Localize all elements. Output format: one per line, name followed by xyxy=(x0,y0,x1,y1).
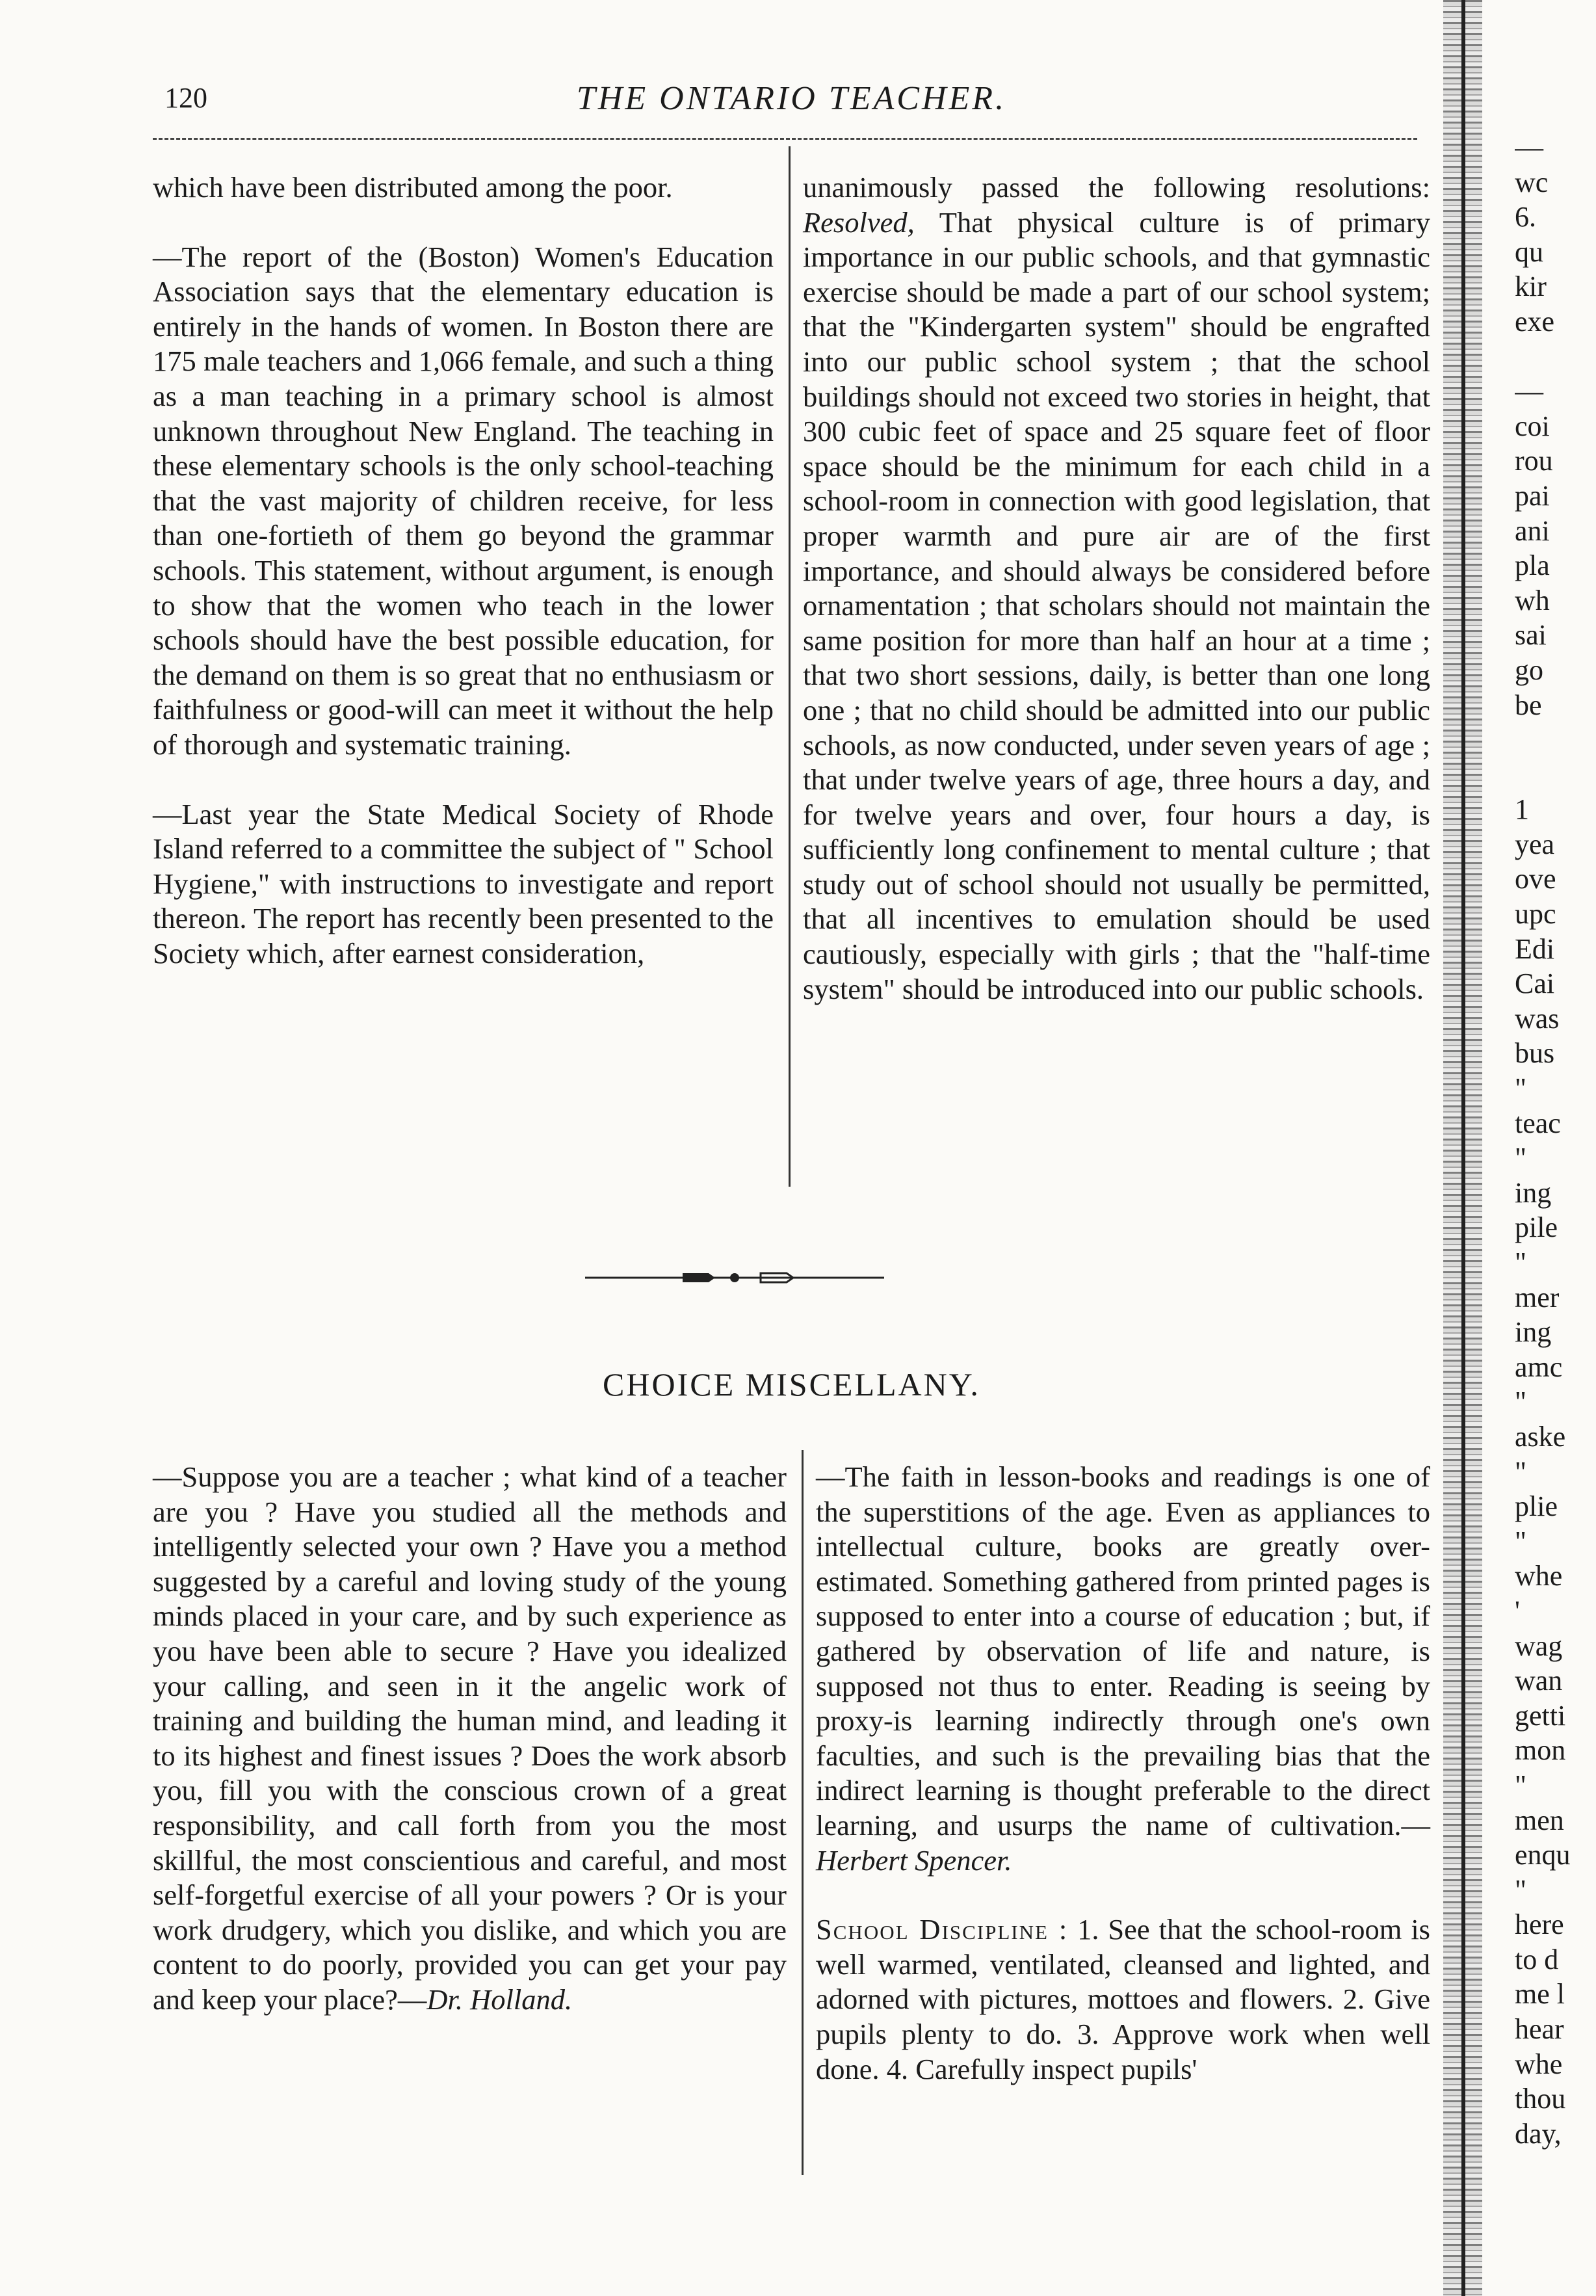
next-page-line: mon xyxy=(1515,1734,1566,1767)
resolved-word: Resolved, xyxy=(803,205,915,239)
paragraph-resolutions xyxy=(803,170,1430,1007)
next-page-line: wan xyxy=(1515,1665,1563,1697)
next-page-line: plie xyxy=(1515,1490,1558,1523)
header-rule xyxy=(153,138,1417,140)
school-discipline-heading: School Discipline : xyxy=(816,1913,1069,1946)
school-discipline-text: 1. See that the school-room is well warmed, ventilated, cleansed and lighted, and adorned with pictures, mottoes and flowers. 2. Give pupils plenty to do. 3. Approve work when well done. 4. Carefully inspect pupils' xyxy=(816,1913,1430,2085)
next-page-line: " xyxy=(1515,1142,1526,1174)
next-page-line: " xyxy=(1515,1247,1526,1278)
section-title: CHOICE MISCELLANY. xyxy=(603,1366,980,1403)
paragraph-poor: which have been distributed among the poor. xyxy=(153,171,673,204)
next-page-line: — xyxy=(1515,375,1543,408)
next-page-line: hear xyxy=(1515,2013,1564,2046)
lesson-books-text: —The faith in lesson-books and readings is one of the superstitions of the age. Even as appliances to intellectual culture, books are greatly over-estimated. Something gathered from printed pages is supposed to enter into a course of education ; but, if gathered by observation of life and nature, is supposed not thus to enter. Reading is seeing by proxy-is learning indirectly through one's own faculties, and such is the prevailing bias that the indirect learning is thought preferable to the direct learning, and usurps the name of cultivation.— xyxy=(816,1460,1430,1841)
next-page-line: was xyxy=(1515,1002,1560,1035)
next-page-line: " xyxy=(1515,1525,1526,1557)
column-divider xyxy=(789,146,791,1187)
next-page-line: me l xyxy=(1515,1978,1565,2011)
bottom-left-column xyxy=(153,1460,787,2018)
bottom-right-column xyxy=(816,1460,1430,2087)
author-spencer: Herbert Spencer. xyxy=(816,1843,1012,1877)
next-page-line: yea xyxy=(1515,828,1555,860)
next-page-line: whe xyxy=(1515,1560,1563,1592)
top-left-column xyxy=(153,170,774,971)
next-page-line: pai xyxy=(1515,479,1550,512)
next-page-line: getti xyxy=(1515,1699,1566,1732)
next-page-line: upc xyxy=(1515,898,1556,930)
next-page-line: wag xyxy=(1515,1630,1563,1662)
next-page-line: Cai xyxy=(1515,968,1555,1000)
paragraph-teacher xyxy=(153,1460,787,2018)
next-page-line: be xyxy=(1515,689,1542,721)
next-page-line: teac xyxy=(1515,1107,1561,1139)
next-page-line xyxy=(1515,722,1596,758)
binding-edge-line xyxy=(1461,0,1465,2296)
next-page-line: 6. xyxy=(1515,201,1536,233)
teacher-text: —Suppose you are a teacher ; what kind of a teacher are you ? Have you studied all the methods and intelligently selected your own ? Have you a method suggested by a careful and loving study of the young minds placed in your care, and by such experience as you have been able to secure ? Have you idealized your calling, and seen in it the angelic work of training and building the human mind, and leading it to its highest and finest issues ? Does the work absorb you, fill you with the conscious crown of a great responsibility, and call forth from you the most skillful, the most conscientious and careful, and most self-forgetful exercise of all your powers ? Or is your work drudgery, which you dislike, and which you are content to do poorly, provided you can get your pay and keep your place?— xyxy=(153,1460,787,2016)
next-page-line: day, xyxy=(1515,2117,1562,2150)
next-page-line: " xyxy=(1515,1455,1526,1488)
next-page-line: ove xyxy=(1515,863,1556,895)
running-title: THE ONTARIO TEACHER. xyxy=(576,80,1007,117)
resolutions-text: That physical culture is of primary importance in our public schools, and that gymnastic exercise should be made a part of our school system; that the "Kindergarten system" should be engrafted into our public school system ; that the school buildings should not exceed two stories in height, that 300 cubic feet of space and 25 square feet of floor space should be the minimum for each child in a school-room in connection with good legislation, that proper warmth and pure air are of the first importance, and should always be considered before ornamentation ; that scholars should not maintain the same position for more than half an hour at a time ; that two short sessions, daily, is better than one long one ; that no child should be admitted into our public schools, as now conducted, under seven years of age ; that under twelve years of age, three hours a day, and for twelve years and over, four hours a day, is sufficiently long confinement to mental culture ; that study out of school should not usually be permitted, that all incentives to emulation should be used cautiously, especially with girls ; that the "half-time system" should be introduced into our public schools. xyxy=(803,205,1430,1005)
next-page-line: 1 xyxy=(1515,793,1529,826)
next-page-line: wc xyxy=(1515,166,1549,198)
next-page-line: kir xyxy=(1515,271,1547,303)
top-right-column xyxy=(803,170,1430,1007)
paragraph-rhode-island: —Last year the State Medical Society of Rhode Island referred to a committee the subject of " School Hygiene," with instructions to investigate and report thereon. The report has recently been presented to the Society which, after earnest consideration, xyxy=(153,797,774,970)
next-page-line: ' xyxy=(1515,1594,1520,1627)
page-number: 120 xyxy=(164,82,207,114)
next-page-line: Edi xyxy=(1515,932,1555,965)
next-page-line: coi xyxy=(1515,410,1550,442)
next-page-line: — xyxy=(1515,131,1543,163)
next-page-line: thou xyxy=(1515,2083,1566,2115)
next-page-fragment xyxy=(1515,130,1596,2151)
next-page-line: to d xyxy=(1515,1943,1559,1975)
next-page-line: rou xyxy=(1515,445,1553,477)
next-page-line: sai xyxy=(1515,619,1547,652)
next-page-line: ing xyxy=(1515,1176,1552,1209)
paragraph-lesson-books xyxy=(816,1460,1430,1878)
next-page-line: qu xyxy=(1515,235,1543,268)
paragraph-boston-report: —The report of the (Boston) Women's Education Association says that the elementary education is entirely in the hands of women. In Boston there are 175 male teachers and 1,066 female, and such a thing as a man teaching in a primary school is almost unknown throughout New England. The teaching in these elementary schools is the only school-teaching that the vast majority of children receive, for less than one-fortieth of them go beyond the grammar schools. This statement, without argument, is enough to show that the women who teach in the lower schools should have the best possible education, for the demand on them is so great that no enthusiasm or faithfulness or good-will can meet it without the help of thorough and systematic training. xyxy=(153,240,774,761)
next-page-line: aske xyxy=(1515,1420,1566,1453)
next-page-line: go xyxy=(1515,653,1543,686)
next-page-line: whe xyxy=(1515,2048,1563,2080)
next-page-line: bus xyxy=(1515,1037,1555,1070)
paragraph-school-discipline xyxy=(816,1912,1430,2087)
next-page-line xyxy=(1515,339,1596,375)
column-divider-bottom xyxy=(802,1450,804,2175)
next-page-line: amc xyxy=(1515,1351,1563,1383)
next-page-line: " xyxy=(1515,1769,1526,1801)
next-page-line: enqu xyxy=(1515,1839,1571,1871)
next-page-line: ing xyxy=(1515,1316,1552,1349)
ornament-divider xyxy=(585,1268,884,1287)
next-page-line: " xyxy=(1515,1873,1526,1906)
next-page-line xyxy=(1515,758,1596,793)
next-page-line: ani xyxy=(1515,514,1550,547)
next-page-line: " xyxy=(1515,1072,1526,1105)
next-page-line: " xyxy=(1515,1386,1526,1418)
next-page-line: men xyxy=(1515,1804,1564,1836)
next-page-line: wh xyxy=(1515,584,1550,616)
next-page-line: exe xyxy=(1515,305,1555,337)
next-page-line: mer xyxy=(1515,1281,1560,1313)
author-holland: Dr. Holland. xyxy=(426,1983,573,2016)
page-header xyxy=(153,72,1430,124)
next-page-line: here xyxy=(1515,1908,1564,1941)
resolutions-lead: unanimously passed the following resolutions: xyxy=(803,171,1430,204)
next-page-line: pile xyxy=(1515,1211,1558,1244)
next-page-line: pla xyxy=(1515,549,1550,582)
